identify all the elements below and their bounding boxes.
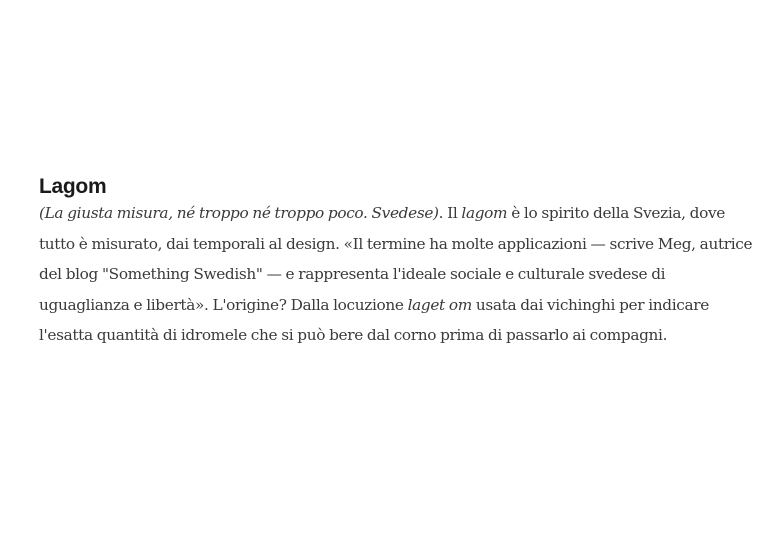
entry-title: Lagom (39, 175, 107, 198)
entry-definition: (La giusta misura, né troppo né troppo poco. Svedese) (39, 204, 439, 222)
entry-body (39, 198, 755, 351)
intro-separator: . Il (438, 204, 462, 222)
glossary-entry (39, 174, 755, 351)
body-text-part-1: è lo spirito della Svezia, dove tutto è misurato, dai temporali al design. «Il termine ha molte applicazioni — scrive Meg, autrice del blog "Something Swedish" — e rappresenta l'ideale sociale e culturale svedese di uguaglianza e libertà». L'origine? Dalla locuzione (39, 204, 753, 314)
term-italic: lagom (461, 204, 508, 222)
body-text-part-2: usata dai vichinghi per indicare l'esatta quantità di idromele che si può bere dal corno prima di passarlo ai compagni. (39, 295, 709, 345)
phrase-italic: laget om (407, 295, 472, 314)
